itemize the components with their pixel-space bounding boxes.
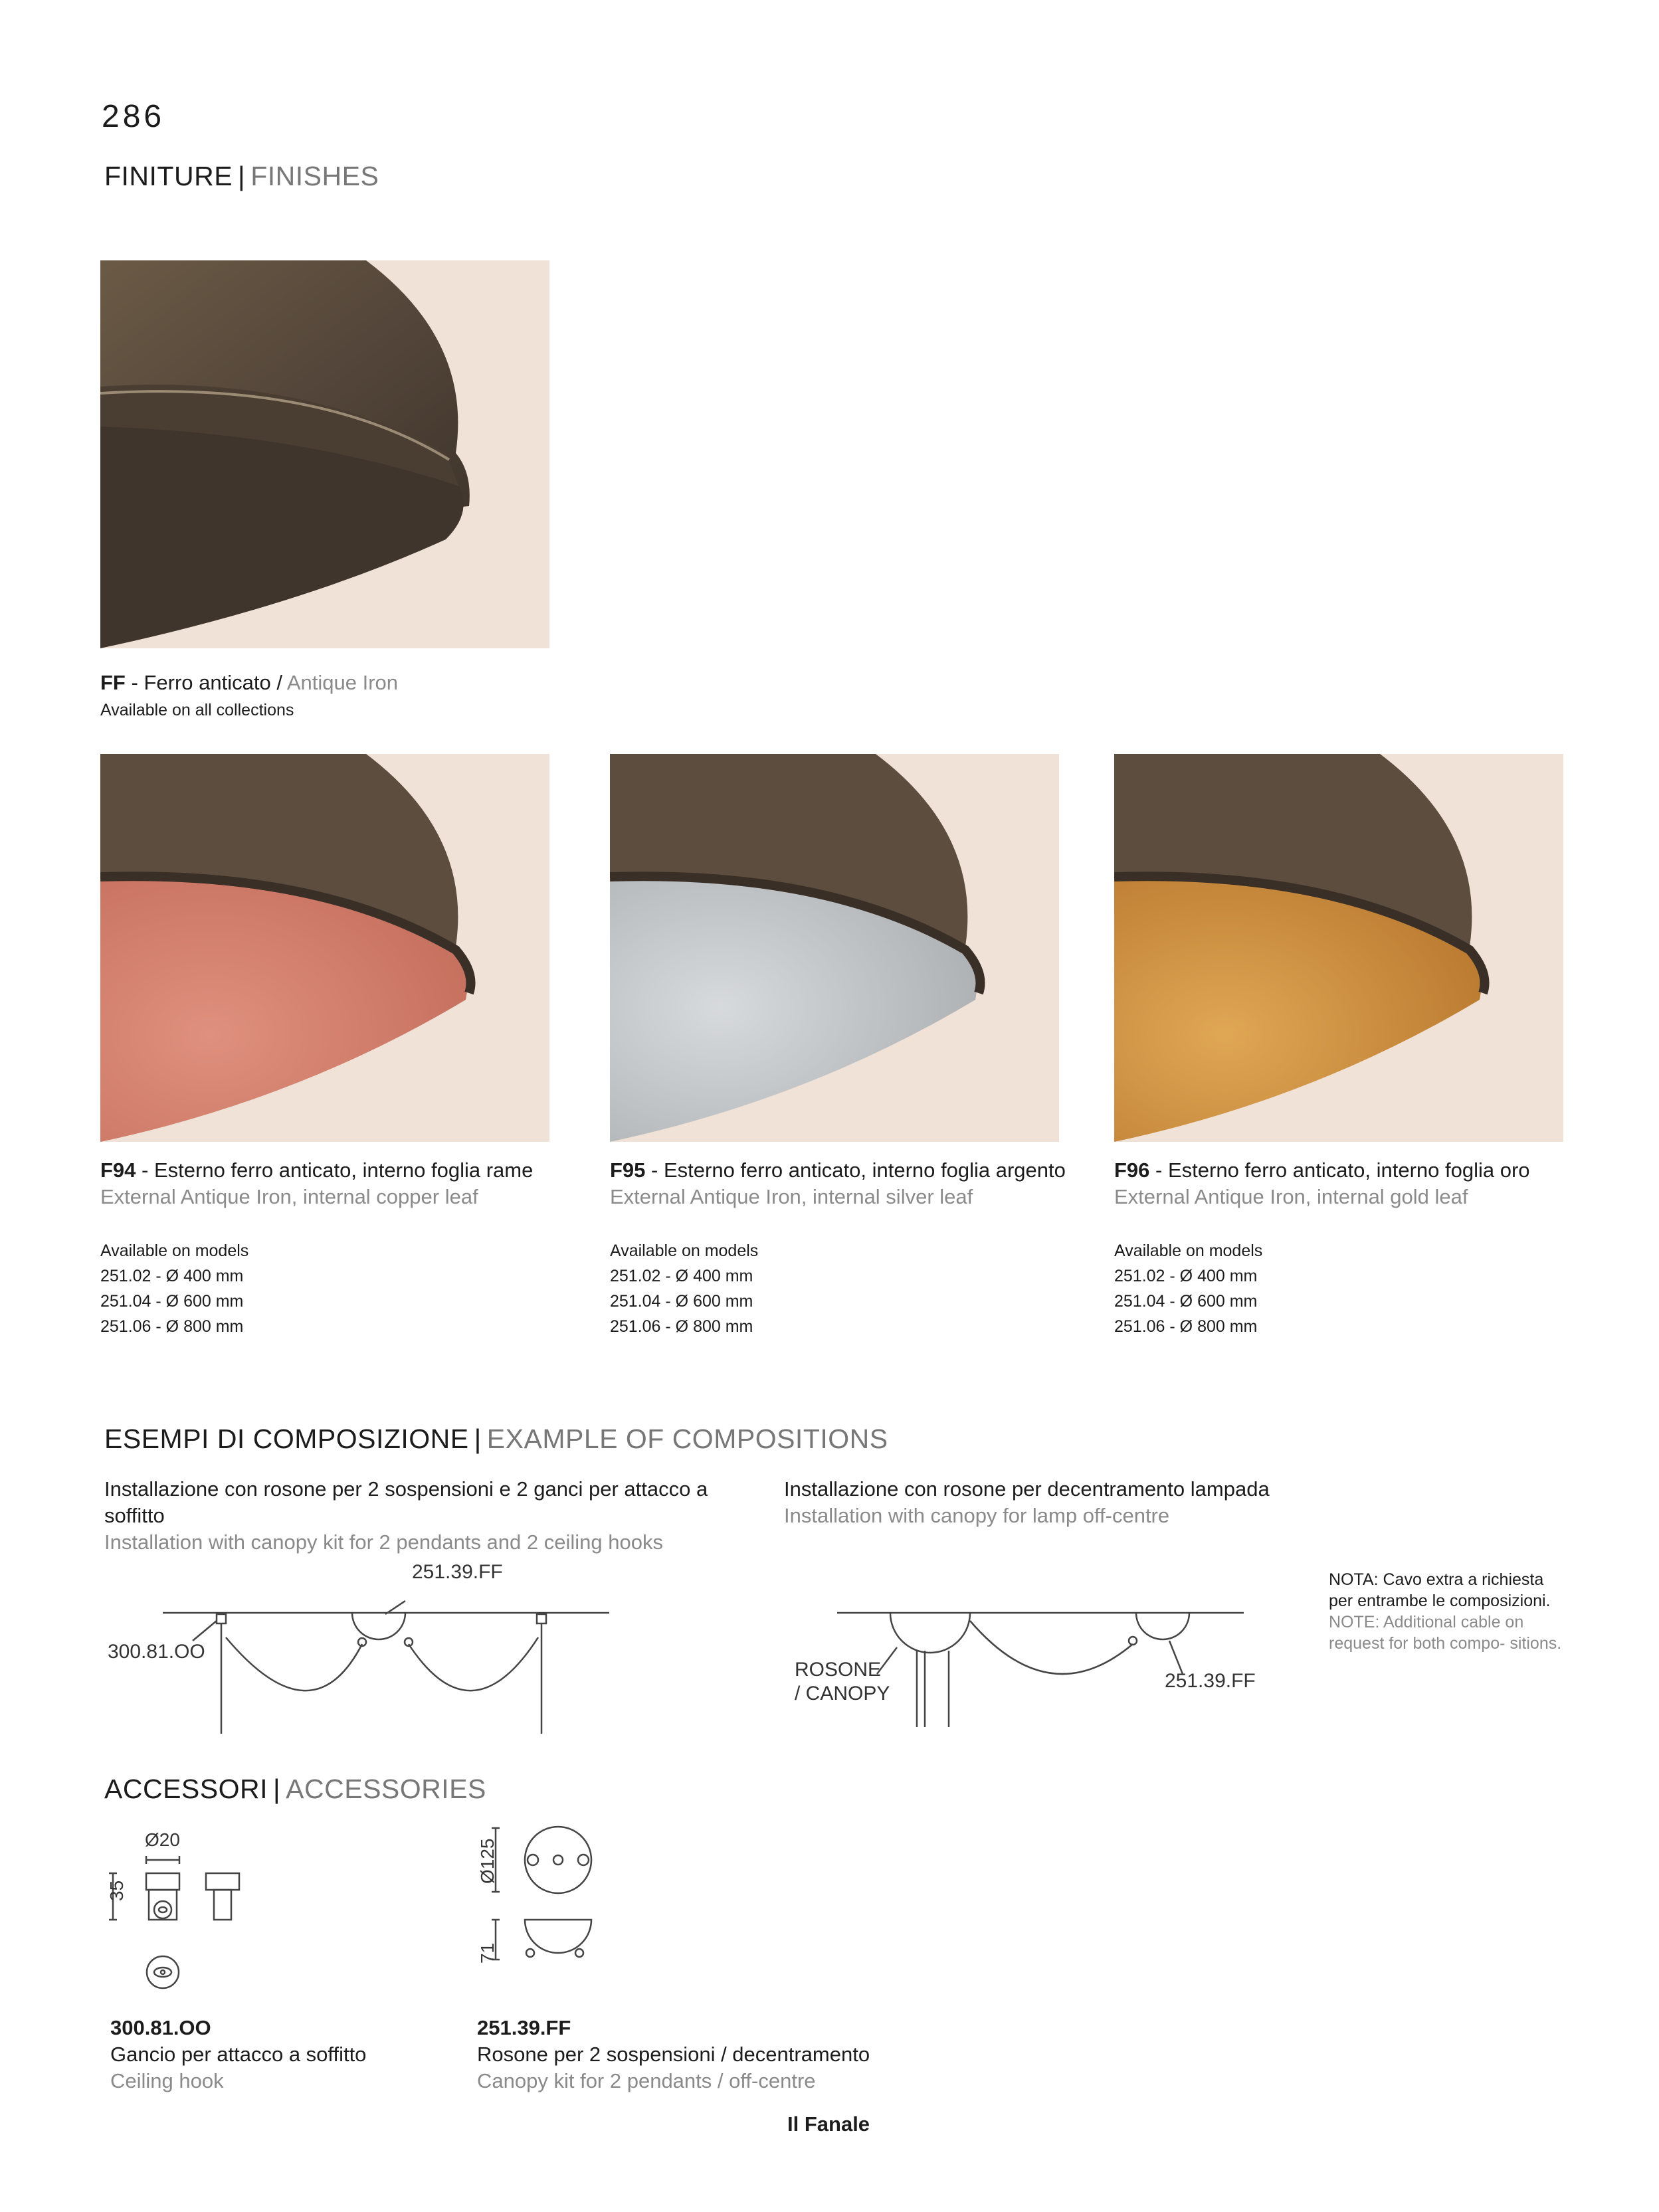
swatch-ff-image <box>100 260 549 648</box>
accessory-ceiling-hook-caption: 300.81.OO Gancio per attacco a soffitto Ceiling hook <box>110 2016 367 2092</box>
composition-right-label-rosone: ROSONE / CANOPY <box>795 1659 890 1705</box>
ceiling-hook-dim-height: 35 <box>106 1880 127 1901</box>
accessories-title: ACCESSORI | ACCESSORIES <box>104 1774 486 1804</box>
swatch-ff-caption: FF - Ferro anticato / Antique Iron <box>100 671 399 694</box>
swatch-f94-image <box>100 754 549 1142</box>
ceiling-hook-diagram <box>100 1827 259 1999</box>
ceiling-hook-dim-width: Ø20 <box>145 1829 180 1850</box>
page-number: 286 <box>102 99 165 134</box>
accessory-canopy-kit-caption: 251.39.FF Rosone per 2 sospensioni / decentramento Canopy kit for 2 pendants / off-centre <box>477 2016 870 2092</box>
composition-left-label-top: 251.39.FF <box>412 1561 503 1583</box>
swatch-f96-caption: F96 - Esterno ferro anticato, interno foglia oro External Antique Iron, internal gold leaf <box>1114 1158 1530 1208</box>
swatch-f95-models: Available on models 251.02 - Ø 400 mm 251.04 - Ø 600 mm 251.06 - Ø 800 mm <box>610 1242 759 1336</box>
swatch-f96-image <box>1114 754 1563 1142</box>
swatch-f95-image <box>610 754 1059 1142</box>
swatch-f95-caption: F95 - Esterno ferro anticato, interno foglia argento External Antique Iron, internal silver leaf <box>610 1158 1066 1208</box>
swatch-f94-caption: F94 - Esterno ferro anticato, interno foglia rame External Antique Iron, internal copper leaf <box>100 1158 534 1208</box>
composition-left-label-left: 300.81.OO <box>108 1641 205 1663</box>
composition-right-label-right: 251.39.FF <box>1165 1670 1256 1692</box>
swatch-ff-availability: Available on all collections <box>100 701 294 719</box>
composition-right-description: Installazione con rosone per decentramento lampada Installation with canopy for lamp off-centre <box>784 1477 1270 1527</box>
composition-right-diagram <box>830 1594 1269 1740</box>
swatch-f96-models: Available on models 251.02 - Ø 400 mm 251.04 - Ø 600 mm 251.06 - Ø 800 mm <box>1114 1242 1263 1336</box>
compositions-title: ESEMPI DI COMPOSIZIONE | EXAMPLE OF COMPOSITIONS <box>104 1424 888 1454</box>
footer-brand: Il Fanale <box>787 2112 870 2136</box>
finishes-title: FINITURE | FINISHES <box>104 161 379 191</box>
composition-note: NOTA: Cavo extra a richiesta per entrambe le composizioni. NOTE: Additional cable on request for both compo- sitions. <box>1329 1570 1562 1653</box>
canopy-dim-height: 71 <box>477 1942 498 1964</box>
composition-left-description: Installazione con rosone per 2 sospensioni e 2 ganci per attacco a soffitto Installation with canopy kit for 2 pendants and 2 ceiling hooks <box>104 1477 708 1554</box>
swatch-f94-models: Available on models 251.02 - Ø 400 mm 251.04 - Ø 600 mm 251.06 - Ø 800 mm <box>100 1242 249 1336</box>
canopy-dim-diameter: Ø125 <box>477 1838 498 1884</box>
